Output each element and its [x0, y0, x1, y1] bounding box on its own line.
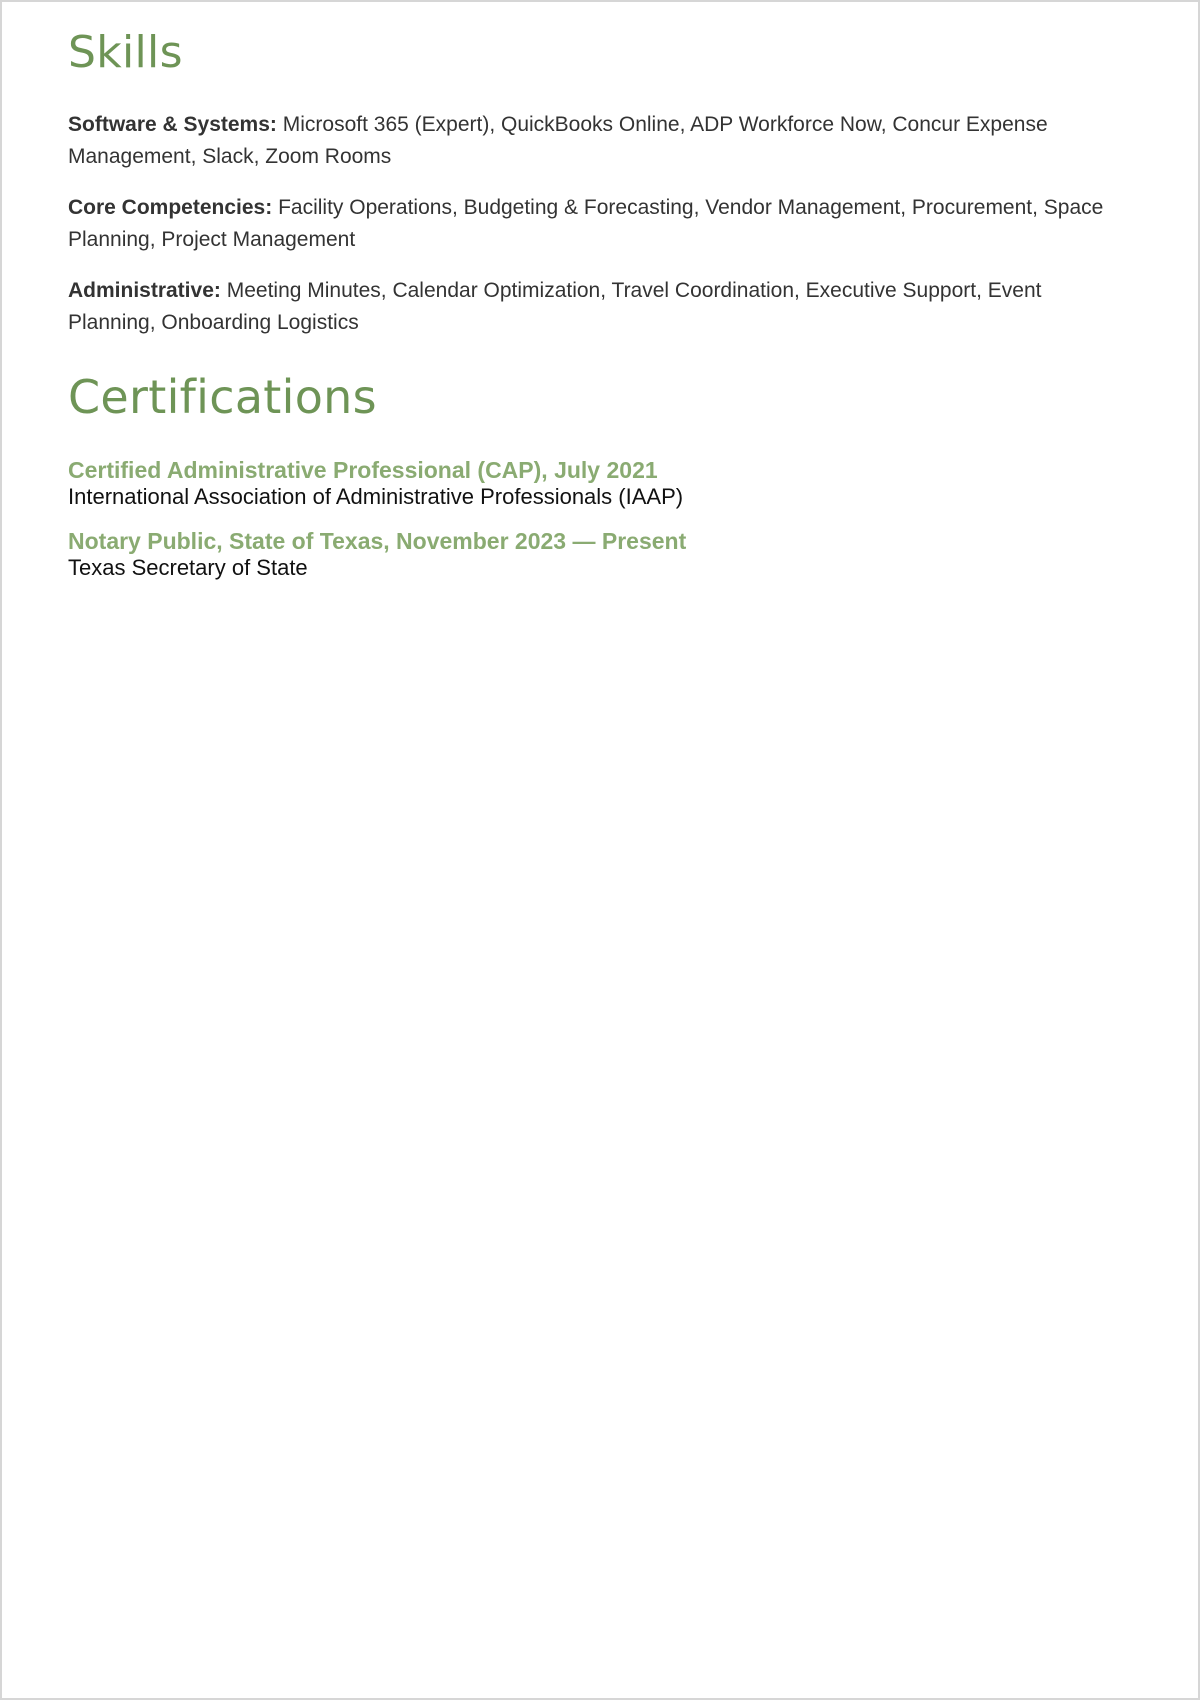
skill-row-core-competencies — [68, 192, 1132, 256]
cert-issuer: International Association of Administrative Professionals (IAAP) — [68, 484, 684, 510]
skills-list — [68, 109, 1132, 339]
skill-text: Microsoft 365 (Expert), QuickBooks Online, ADP Workforce Now, Concur Expense Management, Slack, Zoom Rooms — [68, 112, 1048, 168]
certifications-heading: Certifications — [68, 369, 377, 424]
skill-text: Meeting Minutes, Calendar Optimization, Travel Coordination, Executive Support, Event Planning, Onboarding Logistics — [68, 278, 1042, 334]
skill-label: Core Competencies: — [68, 195, 273, 219]
skill-text: Facility Operations, Budgeting & Forecasting, Vendor Management, Procurement, Space Planning, Project Management — [68, 195, 1104, 251]
cert-name: Certified Administrative Professional (CAP), July 2021 — [68, 457, 658, 484]
skills-heading: Skills — [68, 27, 183, 78]
skill-row-administrative — [68, 275, 1132, 339]
skill-row-software — [68, 109, 1132, 173]
cert-item-cap — [68, 457, 1132, 510]
certifications-list — [68, 457, 1132, 581]
cert-name: Notary Public, State of Texas, November 2023 — Present — [68, 528, 687, 555]
skill-label: Administrative: — [68, 278, 221, 302]
skill-label: Software & Systems: — [68, 112, 277, 136]
cert-item-notary — [68, 528, 1132, 581]
cert-issuer: Texas Secretary of State — [68, 555, 308, 581]
